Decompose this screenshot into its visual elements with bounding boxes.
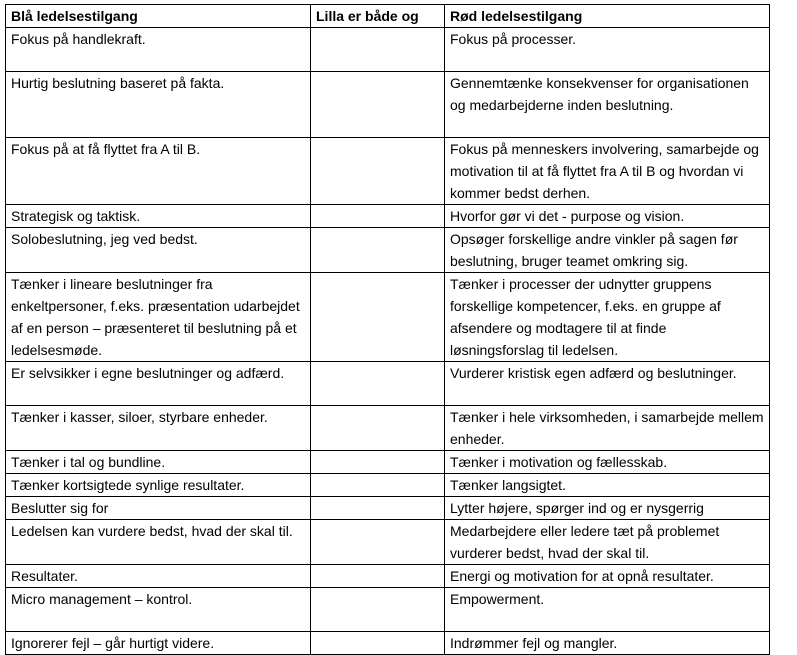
- table-row: [6, 520, 770, 565]
- cell-blue: Tænker i kasser, siloer, styrbare enheder.: [6, 406, 311, 451]
- header-purple: Lilla er både og: [311, 5, 445, 28]
- cell-red: Opsøger forskellige andre vinkler på sagen før beslutning, bruger teamet omkring sig.: [445, 228, 770, 273]
- cell-blue: Solobeslutning, jeg ved bedst.: [6, 228, 311, 273]
- cell-red: Tænker i processer der udnytter gruppens forskellige kompetencer, f.eks. en gruppe af afsendere og modtagere til at finde løsningsforslag til ledelsen.: [445, 273, 770, 362]
- table-row: [6, 474, 770, 497]
- leadership-comparison-table: [5, 4, 770, 655]
- cell-blue: Resultater.: [6, 565, 311, 588]
- header-blue: Blå ledelsestilgang: [6, 5, 311, 28]
- cell-red: Fokus på menneskers involvering, samarbejde og motivation til at få flyttet fra A til B og hvordan vi kommer bedst derhen.: [445, 138, 770, 205]
- table-row: [6, 497, 770, 520]
- cell-red: Tænker i hele virksomheden, i samarbejde mellem enheder.: [445, 406, 770, 451]
- cell-red: Indrømmer fejl og mangler.: [445, 632, 770, 655]
- table-row: [6, 362, 770, 406]
- table-row: [6, 406, 770, 451]
- cell-blue: Hurtig beslutning baseret på fakta.: [6, 72, 311, 138]
- cell-blue: Er selvsikker i egne beslutninger og adfærd.: [6, 362, 311, 406]
- cell-blue: Tænker i tal og bundline.: [6, 451, 311, 474]
- cell-purple: [311, 632, 445, 655]
- header-row: [6, 5, 770, 28]
- cell-purple: [311, 497, 445, 520]
- cell-purple: [311, 28, 445, 72]
- cell-purple: [311, 138, 445, 205]
- cell-blue: Ledelsen kan vurdere bedst, hvad der skal til.: [6, 520, 311, 565]
- cell-purple: [311, 565, 445, 588]
- cell-blue: Strategisk og taktisk.: [6, 205, 311, 228]
- header-red: Rød ledelsestilgang: [445, 5, 770, 28]
- table-row: [6, 72, 770, 138]
- cell-blue: Fokus på handlekraft.: [6, 28, 311, 72]
- cell-blue: Beslutter sig for: [6, 497, 311, 520]
- cell-purple: [311, 362, 445, 406]
- cell-purple: [311, 520, 445, 565]
- cell-purple: [311, 273, 445, 362]
- cell-blue: Tænker kortsigtede synlige resultater.: [6, 474, 311, 497]
- cell-purple: [311, 228, 445, 273]
- cell-red: Tænker langsigtet.: [445, 474, 770, 497]
- cell-purple: [311, 588, 445, 632]
- table-row: [6, 273, 770, 362]
- cell-red: Fokus på processer.: [445, 28, 770, 72]
- cell-red: Medarbejdere eller ledere tæt på problemet vurderer bedst, hvad der skal til.: [445, 520, 770, 565]
- table-row: [6, 451, 770, 474]
- cell-purple: [311, 205, 445, 228]
- cell-red: Tænker i motivation og fællesskab.: [445, 451, 770, 474]
- table-row: [6, 228, 770, 273]
- table-row: [6, 28, 770, 72]
- cell-purple: [311, 72, 445, 138]
- cell-purple: [311, 474, 445, 497]
- cell-red: Lytter højere, spørger ind og er nysgerrig: [445, 497, 770, 520]
- cell-red: Hvorfor gør vi det - purpose og vision.: [445, 205, 770, 228]
- cell-blue: Fokus på at få flyttet fra A til B.: [6, 138, 311, 205]
- cell-blue: Micro management – kontrol.: [6, 588, 311, 632]
- table-row: [6, 565, 770, 588]
- table-row: [6, 632, 770, 655]
- table-row: [6, 138, 770, 205]
- cell-red: Vurderer kristisk egen adfærd og beslutninger.: [445, 362, 770, 406]
- table-row: [6, 205, 770, 228]
- cell-red: Gennemtænke konsekvenser for organisationen og medarbejderne inden beslutning.: [445, 72, 770, 138]
- cell-red: Empowerment.: [445, 588, 770, 632]
- cell-purple: [311, 451, 445, 474]
- cell-red: Energi og motivation for at opnå resultater.: [445, 565, 770, 588]
- table-row: [6, 588, 770, 632]
- cell-blue: Tænker i lineare beslutninger fra enkeltpersoner, f.eks. præsentation udarbejdet af en person – præsenteret til beslutning på et ledelsesmøde.: [6, 273, 311, 362]
- cell-blue: Ignorerer fejl – går hurtigt videre.: [6, 632, 311, 655]
- cell-purple: [311, 406, 445, 451]
